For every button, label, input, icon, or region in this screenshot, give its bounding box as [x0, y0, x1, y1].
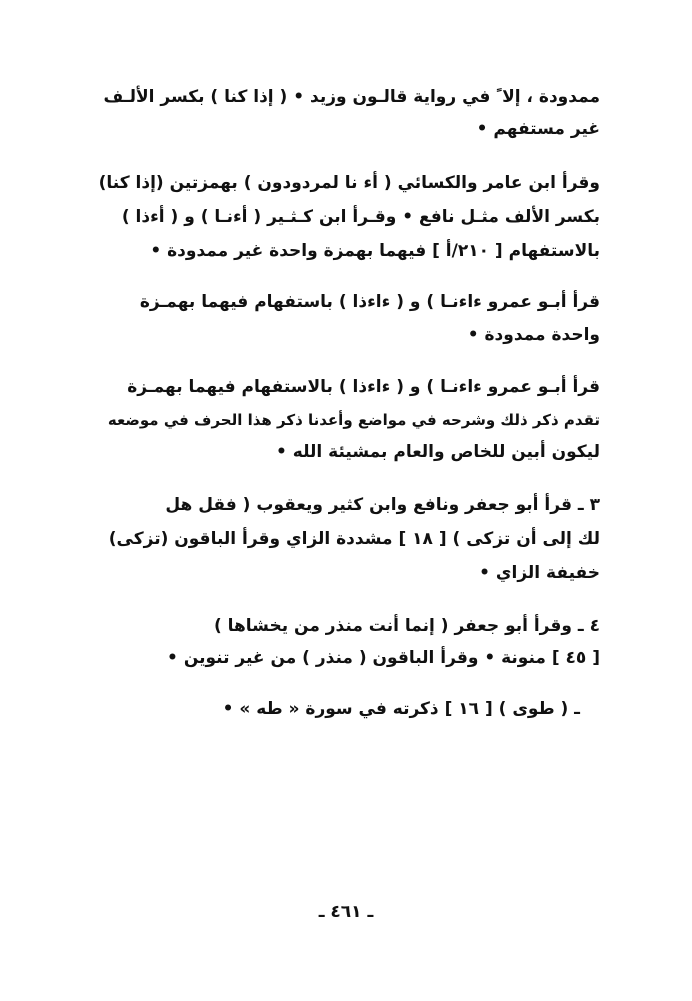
- paragraph-line: ـ ( طوى ) [ ١٦ ] ذكرته في سورة « طه » •: [222, 699, 580, 719]
- paragraph-line: ٣ ـ قرأ أبو جعفر ونافع وابن كثير ويعقوب ( فقل هل: [165, 495, 600, 515]
- page-number: ـ ٤٦١ ـ: [318, 902, 374, 922]
- paragraph-line: قرأ أبـو عمرو ءاءنـا ) و ( ءاءذا ) باستفهام فيهما بهمـزة: [139, 292, 600, 312]
- paragraph-line: غير مستفهم •: [476, 119, 600, 139]
- paragraph-line: خفيفة الزاي •: [479, 563, 600, 583]
- paragraph-line: قرأ أبـو عمرو ءاءنـا ) و ( ءاءذا ) بالاستفهام فيهما بهمـزة: [127, 377, 600, 397]
- paragraph-line: لك إلى أن تزكى ) [ ١٨ ] مشددة الزاي وقرأ الباقون (تزكى): [108, 529, 600, 549]
- paragraph-line: ليكون أبين للخاص والعام بمشيئة الله •: [276, 442, 600, 462]
- paragraph-line: بكسر الألف مثـل نافع • وقـرأ ابن كـثـير ( أءنـا ) و ( أءذا ): [121, 207, 600, 227]
- paragraph-line: [ ٤٥ ] منونة • وقرأ الباقون ( منذر ) من غير تنوين •: [167, 648, 600, 668]
- paragraph-line: ٤ ـ وقرأ أبو جعفر ( إنما أنت منذر من يخشاها ): [213, 616, 600, 636]
- paragraph-line: وقرأ ابن عامر والكسائي ( أء نا لمردودون ) بهمزتين (إذا كنا): [98, 173, 600, 193]
- paragraph-line: واحدة ممدودة •: [467, 325, 600, 345]
- paragraph-line: بالاستفهام [ ٢١٠/أ ] فيهما بهمزة واحدة غير ممدودة •: [150, 241, 600, 261]
- paragraph-line: ممدودة ، إلا ً في رواية قالـون وزيد • ( إذا كنا ) بكسر الألـف: [103, 87, 600, 107]
- paragraph-line: تقدم ذكر ذلك وشرحه في مواضع وأعدنا ذكر هذا الحرف في موضعه: [107, 411, 600, 429]
